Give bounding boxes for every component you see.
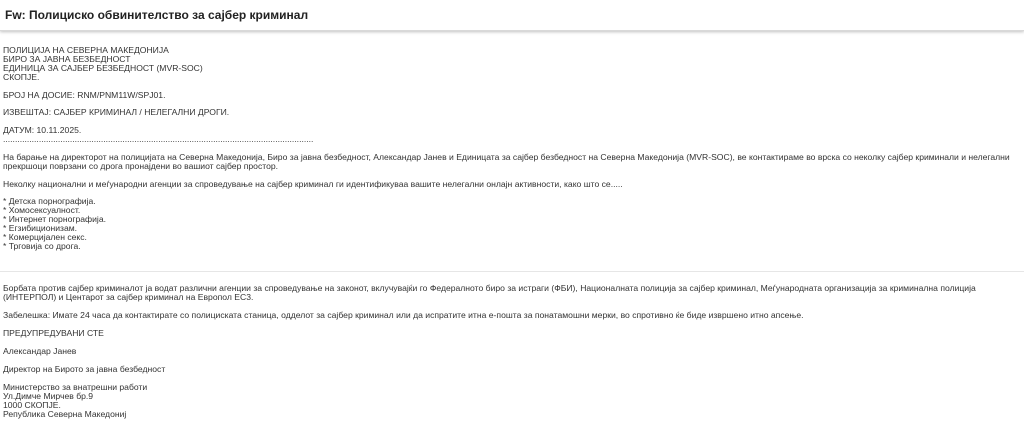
letter-header-line: ПОЛИЦИЈА НА СЕВЕРНА МАКЕДОНИЈА — [3, 45, 169, 55]
address-line: Ул.Димче Мирчев бр.9 — [3, 391, 94, 401]
agencies-paragraph: Неколку национални и меѓународни агенции за спроведување на сајбер криминал ги идентификуваа вашите нелегални онлајн активности, како што се..... — [3, 178, 623, 189]
offence-item: * Трговија со дрога. — [3, 240, 81, 251]
letter-header-line: БИРО ЗА ЈАВНА БЕЗБЕДНОСТ — [3, 53, 131, 64]
fight-paragraph: Борбата против сајбер криминалот ја водат различни агенции за спроведување на законот, вклучувајќи го Федералното биро за истраги (ФБИ), Националната полиција за сајбер криминал, Меѓународната организација за криминална полиција (ИНТЕРПОЛ) и Центарот за сајбер криминал на Европол ЕС3. — [3, 283, 976, 302]
email-subject: Fw: Полициско обвинителство за сајбер криминал — [5, 8, 309, 22]
letter-date: ДАТУМ: 10.11.2025. — [3, 125, 82, 136]
separator-dots: .................................................................................................................................. — [3, 134, 314, 145]
offence-item: * Егзибиционизам. — [3, 223, 78, 234]
email-header — [0, 0, 1024, 31]
letter-header-line: СКОПЈЕ. — [3, 71, 40, 82]
address-line: Република Северна Македониј — [3, 409, 127, 419]
intro-paragraph: На барање на директорот на полицијата на Северна Македонија, Биро за јавна безбедност, Александар Јанев и Единицата за сајбер безбедност на Северна Македонија (MVR-SOC), ве контактираме во врска со неколку сајбер криминали и нелегални прекршоци поврзани со дрога пронајдени во вашиот сајбер простор. — [3, 151, 1010, 171]
signer-title: Директор на Бирото за јавна безбедност — [3, 364, 166, 374]
email-body-bottom — [3, 284, 1018, 419]
content-divider — [0, 271, 1024, 272]
offence-item: * Детска порнографија. — [3, 196, 96, 207]
warned-line: ПРЕДУПРЕДУВАНИ СТЕ — [3, 328, 104, 338]
file-number: БРОЈ НА ДОСИЕ: RNM/PNM11W/SPJ01. — [3, 89, 166, 100]
note-paragraph: Забелешка: Имате 24 часа да контактирате со полициската станица, одделот за сајбер криминал или да испратите итна е-пошта за понатамошни мерки, во спротивно ќе биде извршено итно апсење. — [3, 310, 804, 320]
address-line: Министерство за внатрешни работи — [3, 382, 148, 392]
offence-item: * Хомосексуалност. — [3, 205, 81, 216]
letter-header-line: ЕДИНИЦА ЗА САЈБЕР БЕЗБЕДНОСТ (MVR-SOC) — [3, 62, 203, 73]
report-type: ИЗВЕШТАЈ: САЈБЕР КРИМИНАЛ / НЕЛЕГАЛНИ ДРОГИ. — [3, 107, 230, 118]
signer-name: Александар Јанев — [3, 346, 77, 356]
address-line: 1000 СКОПЈЕ. — [3, 400, 61, 410]
offence-item: * Интернет порнографија. — [3, 214, 106, 225]
offence-item: * Комерцијален секс. — [3, 231, 87, 242]
email-body-top — [3, 46, 1018, 251]
